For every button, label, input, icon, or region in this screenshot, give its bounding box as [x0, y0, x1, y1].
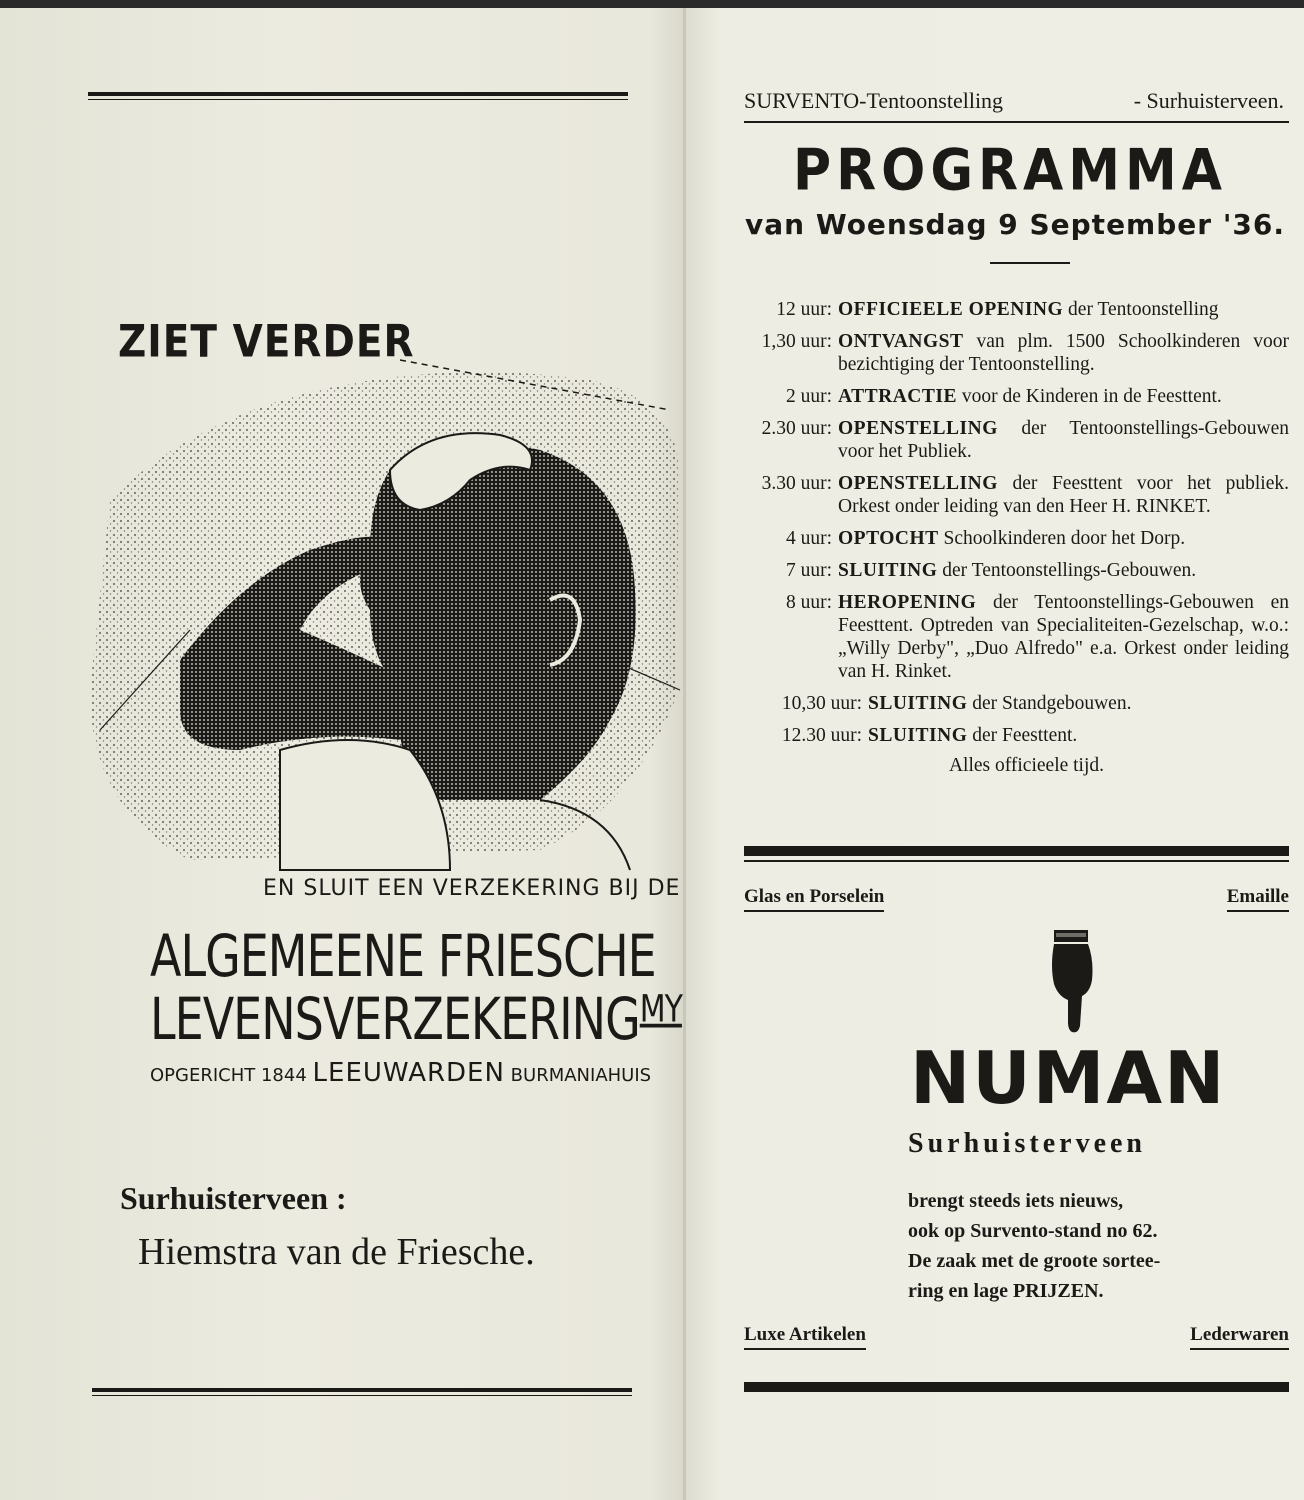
schedule-desc	[838, 472, 1289, 518]
schedule-row	[744, 472, 1289, 518]
ad-body-line: De zaak met de groote sortee-	[908, 1250, 1161, 1272]
schedule-desc	[838, 591, 1289, 683]
ad-body	[908, 1186, 1208, 1306]
schedule-time: 3.30 uur:	[761, 473, 832, 494]
company-name-line1: ALGEMEENE FRIESCHE	[150, 922, 656, 990]
schedule-time: 8 uur:	[785, 592, 832, 613]
ad-body-line: ring en lage PRIJZEN.	[908, 1280, 1104, 1302]
headline: ZIET VERDER	[118, 316, 415, 368]
schedule-event: OPTOCHT	[838, 528, 939, 549]
schedule-time: 1,30 uur:	[761, 331, 832, 352]
schedule-row	[744, 724, 1289, 747]
company-name-line2-text: LEVENSVERZEKERING	[150, 985, 640, 1053]
left-top-rule	[88, 92, 628, 96]
schedule-event: SLUITING	[868, 693, 968, 714]
ad-brand: NUMAN	[910, 1036, 1227, 1120]
schedule-event: OFFICIEELE OPENING	[838, 299, 1064, 320]
schedule-desc	[838, 559, 1289, 582]
schedule-desc	[838, 298, 1289, 321]
left-top-rule-thin	[88, 99, 628, 100]
schedule-event: ATTRACTIE	[838, 386, 957, 407]
schedule-row	[744, 385, 1289, 408]
schedule-desc	[838, 330, 1289, 376]
ad-bottom-rule	[744, 1382, 1289, 1392]
schedule-detail: voor de Kinderen in de Feesttent.	[961, 386, 1222, 407]
ad-top-rule	[744, 846, 1289, 856]
schedule-detail: der Tentoonstellings-Gebouwen.	[942, 560, 1197, 581]
schedule-time: 10,30 uur:	[781, 693, 862, 714]
schedule-event: OPENSTELLING	[838, 473, 998, 494]
ad-luxe-artikelen: Luxe Artikelen	[744, 1324, 866, 1350]
schedule-desc	[868, 724, 1289, 747]
ad-town: Surhuisterveen	[908, 1128, 1146, 1159]
schedule-detail: der Tentoonstellings-Gebouwen voor het Publiek.	[838, 418, 1289, 462]
left-bottom-rule-thin	[92, 1395, 632, 1396]
pointing-hand-icon	[1046, 930, 1096, 1034]
schedule-row	[744, 330, 1289, 376]
agent-name: Hiemstra van de Friesche.	[138, 1231, 535, 1273]
schedule-event: HEROPENING	[838, 592, 977, 613]
schedule-desc	[838, 417, 1289, 463]
schedule-time: 12.30 uur:	[781, 725, 862, 746]
schedule-desc	[838, 527, 1289, 550]
schedule-row	[744, 527, 1289, 550]
schedule-time: 2.30 uur:	[761, 418, 832, 439]
ad-body-line: ook op Survento-stand no 62.	[908, 1220, 1158, 1242]
schedule-time: 4 uur:	[785, 528, 832, 549]
schedule-desc	[868, 692, 1289, 715]
schedule-row	[744, 692, 1289, 715]
schedule-desc	[838, 385, 1289, 408]
ad-lederwaren: Lederwaren	[1190, 1324, 1289, 1350]
schedule-event: ONTVANGST	[838, 331, 964, 352]
company-address	[150, 1058, 651, 1088]
schedule-detail: der Tentoonstellings-Gebouwen en Feesttent. Optreden van Specialiteiten-Gezelschap, w.o.: „Willy Derby", „Duo Alfredo" e.a. Orkest onder leiding van H. Rinket.	[838, 592, 1290, 682]
ad-top-row	[744, 886, 1289, 912]
left-bottom-rule	[92, 1388, 632, 1392]
schedule-footnote: Alles officieele tijd.	[948, 755, 1105, 776]
ad-top-rule-thin	[744, 860, 1289, 862]
header-right: - Surhuisterveen.	[1133, 88, 1284, 113]
program-date: van Woensdag 9 September '36.	[744, 208, 1285, 241]
schedule-row	[744, 298, 1289, 321]
exhibition-header	[744, 88, 1284, 114]
city-text: LEEUWARDEN	[312, 1058, 505, 1088]
schedule-detail: der Tentoonstelling	[1068, 299, 1219, 320]
ad-emaille: Emaille	[1227, 886, 1289, 912]
building-text: BURMANIAHUIS	[510, 1065, 652, 1086]
tagline: EN SLUIT EEN VERZEKERING BIJ DE	[263, 876, 681, 901]
program-title: PROGRAMMA	[792, 138, 1228, 204]
schedule-time: 12 uur:	[776, 299, 832, 320]
schedule-event: OPENSTELLING	[838, 418, 998, 439]
founded-text: OPGERICHT 1844	[150, 1065, 307, 1086]
schedule-row	[744, 559, 1289, 582]
company-name-line2	[150, 985, 682, 1053]
schedule-list	[744, 298, 1289, 777]
ad-glas-porselein: Glas en Porselein	[744, 886, 884, 912]
schedule-detail: van plm. 1500 Schoolkinderen voor bezichtiging der Tentoonstelling.	[838, 331, 1290, 375]
company-suffix: MY	[639, 987, 682, 1032]
schedule-event: SLUITING	[838, 560, 938, 581]
header-left: SURVENTO-Tentoonstelling	[744, 88, 1004, 113]
ad-bottom-row	[744, 1324, 1289, 1350]
ad-body-line: brengt steeds iets nieuws,	[908, 1190, 1124, 1212]
schedule-event: SLUITING	[868, 725, 968, 746]
title-divider	[990, 262, 1070, 264]
header-rule	[744, 121, 1289, 123]
schedule-detail: der Standgebouwen.	[972, 693, 1132, 714]
page-fold	[683, 8, 686, 1500]
schedule-row	[744, 417, 1289, 463]
schedule-detail: Schoolkinderen door het Dorp.	[943, 528, 1186, 549]
agent-place: Surhuisterveen :	[120, 1180, 347, 1216]
man-shading-eyes-illustration	[70, 330, 690, 890]
schedule-detail: der Feesttent voor het publiek. Orkest onder leiding van den Heer H. RINKET.	[838, 473, 1290, 517]
schedule-time: 2 uur:	[785, 386, 832, 407]
schedule-time: 7 uur:	[785, 560, 832, 581]
schedule-row	[744, 591, 1289, 683]
top-border	[0, 0, 1304, 8]
schedule-detail: der Feesttent.	[972, 725, 1078, 746]
